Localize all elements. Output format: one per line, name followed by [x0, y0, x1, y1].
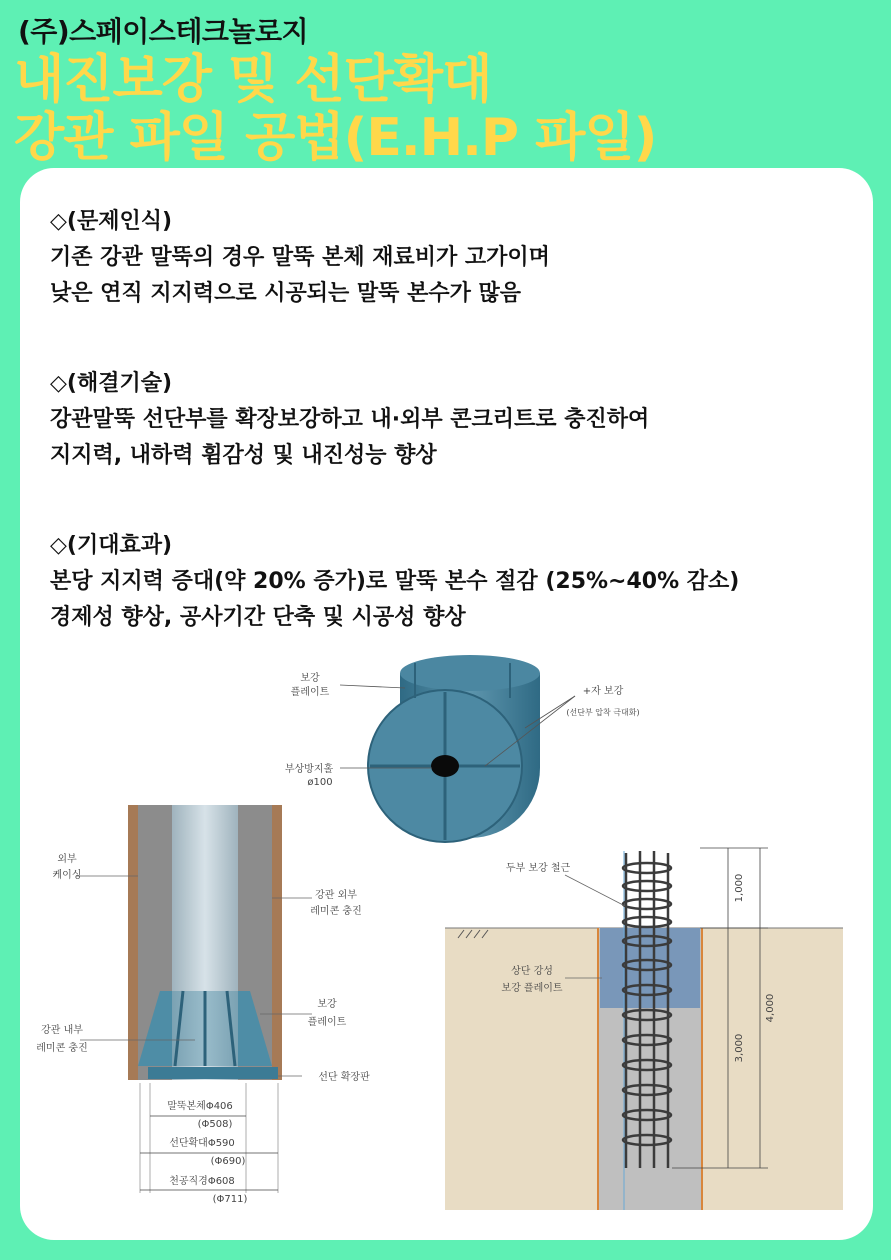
section-line: 강관말뚝 선단부를 확장보강하고 내·외부 콘크리트로 충진하여: [50, 407, 650, 432]
title-line-2: 강관 파일 공법(E.H.P 파일): [14, 108, 657, 168]
label-stiffener-1: 상단 강성: [511, 966, 553, 977]
section-heading: ◇(기대효과): [50, 533, 173, 558]
company-name: (주)스페이스테크놀로지: [18, 15, 309, 48]
section-line: 기존 강관 말뚝의 경우 말뚝 본체 재료비가 고가이며: [50, 245, 550, 270]
label-casing-2: 케이싱: [52, 870, 82, 881]
cylinder-figure: [340, 655, 575, 842]
dim-expansion: 선단확대Φ590: [169, 1138, 235, 1149]
label-casing-1: 외부: [57, 854, 77, 865]
dim-pile-body-sub: (Φ508): [197, 1119, 233, 1130]
label-outer-fill-1: 강관 외부: [315, 890, 357, 901]
label-hole: 부상방지홀: [284, 764, 334, 775]
cylinder-top: [400, 655, 540, 691]
dim-total: 4,000: [765, 993, 776, 1023]
label-inner-fill-2: 레미콘 충진: [36, 1043, 88, 1054]
section-line: 낮은 연직 지지력으로 시공되는 말뚝 본수가 많음: [50, 281, 521, 306]
installed-pile-figure: [445, 848, 843, 1210]
dim-mid: 3,000: [734, 1033, 745, 1063]
section-line: 지지력, 내하력 휨감성 및 내진성능 향상: [50, 443, 437, 468]
section-line: 본당 지지력 증대(약 20% 증가)로 말뚝 본수 절감 (25%~40% 감소): [50, 569, 740, 594]
dim-expansion-sub: (Φ690): [210, 1156, 246, 1167]
label-cross-sub: (선단부 압착 극대화): [566, 708, 640, 717]
section-line: 경제성 향상, 공사기간 단축 및 시공성 향상: [50, 605, 466, 630]
label-plate-1: 보강: [300, 673, 320, 684]
content-card: [20, 168, 873, 1240]
label-base: 선단 확장판: [318, 1072, 370, 1083]
label-plate-left-1: 보강: [317, 999, 337, 1010]
dim-bore: 천공직경Φ608: [169, 1176, 235, 1187]
label-cross: +자 보강: [582, 686, 624, 697]
dim-bore-sub: (Φ711): [212, 1194, 248, 1205]
pile-diagrams: [20, 168, 873, 1240]
anti-float-hole: [431, 755, 459, 777]
label-inner-fill-1: 강관 내부: [41, 1025, 83, 1036]
label-rebar: 두부 보강 철근: [505, 863, 571, 874]
label-outer-fill-2: 레미콘 충진: [310, 906, 362, 917]
section-heading: ◇(해결기술): [50, 371, 173, 396]
title-line-1: 내진보강 및 선단확대: [14, 50, 492, 110]
label-stiffener-2: 보강 플레이트: [501, 983, 563, 994]
label-hole-dim: ø100: [307, 777, 333, 788]
dim-pile-body: 말뚝본체Φ406: [167, 1101, 233, 1112]
label-plate-left-2: 플레이트: [307, 1017, 347, 1028]
base-expansion-plate: [148, 1067, 278, 1079]
section-heading: ◇(문제인식): [50, 209, 173, 234]
label-plate-2: 플레이트: [290, 687, 330, 698]
pile-section-figure: [76, 805, 312, 1193]
dim-top: 1,000: [734, 873, 745, 903]
